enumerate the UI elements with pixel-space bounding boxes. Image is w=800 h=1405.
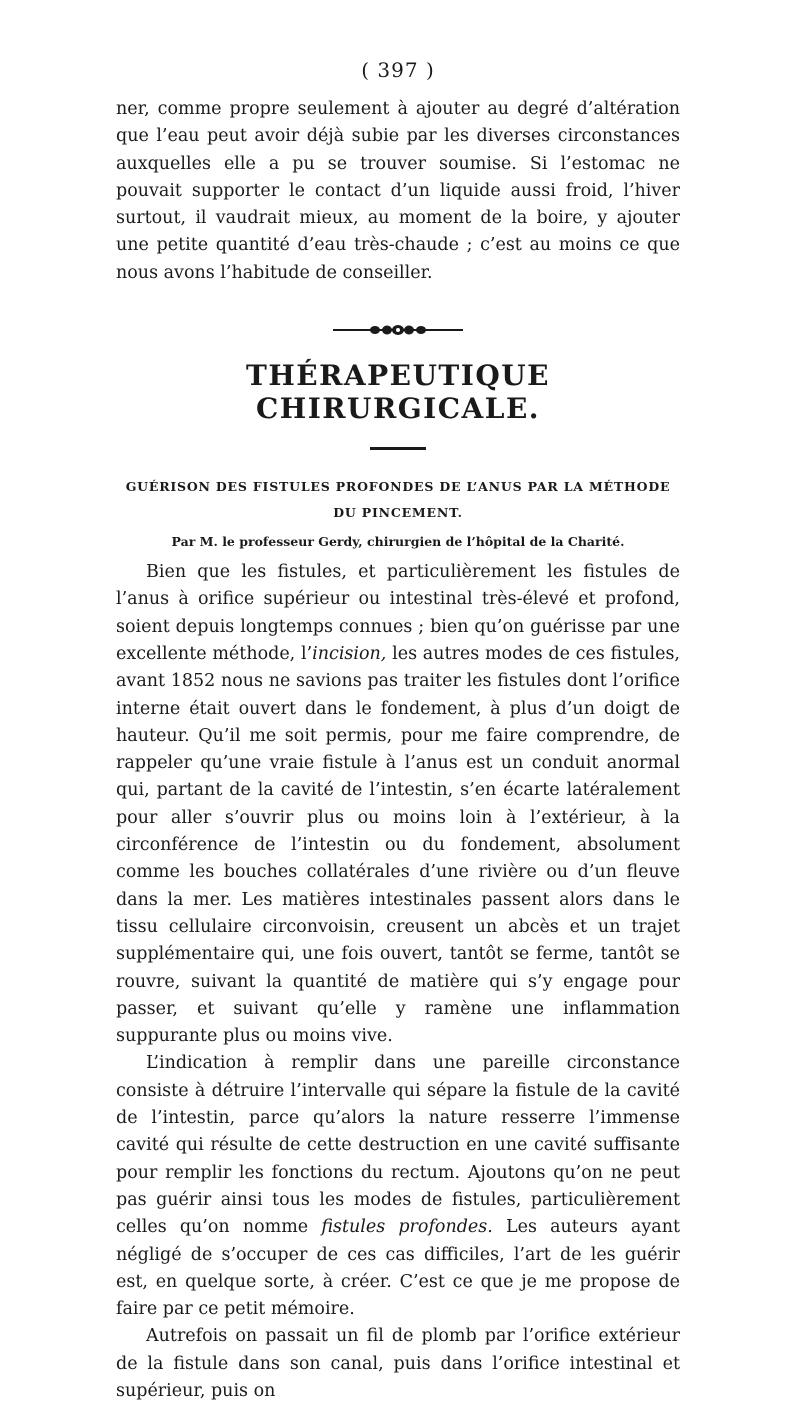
section-ornament <box>116 323 680 337</box>
paragraph-1-italic: incision, <box>312 643 387 664</box>
ornament-divider-icon <box>333 323 463 337</box>
article-title-line-2: DU PINCEMENT. <box>333 505 463 521</box>
article-paragraph-3: Autrefois on passait un fil de plomb par l’orifice extérieur de la fistule dans son canal, puis dans l’orifice intestinal et supérieur, puis on <box>116 1326 680 1401</box>
article-paragraph-2 <box>116 1050 680 1323</box>
book-page <box>116 58 680 1405</box>
paragraph-2-text-b: Les auteurs ayant négligé de s’occuper de ces cas difficiles, l’art de les guérir est, en quelque sorte, à créer. C’est ce que je me propose de faire par ce petit mémoire. <box>116 1217 680 1320</box>
article-byline: Par M. le professeur Gerdy, chirurgien de l’hôpital de la Charité. <box>171 534 625 550</box>
article-paragraph-1 <box>116 559 680 1050</box>
article-title <box>116 474 680 526</box>
page-number: ( 397 ) <box>361 58 435 82</box>
paragraph-2-text-a: L’indication à remplir dans une pareille circonstance consiste à détruire l’intervalle qui sépare la fistule de la cavité de l’intestin, parce qu’alors la nature resserre l’immense cavité qui résulte de cette destruction en une cavité suffisante pour remplir les fonctions du rectum. Ajoutons qu’on ne peut pas guérir ainsi tous les modes de fistules, particulièrement celles qu’on nomme <box>116 1053 680 1238</box>
paragraph-1-text-b: les autres modes de ces fistules, avant 1852 nous ne savions pas traiter les fistules dont l’orifice interne était ouvert dans le fondement, à plus d’un doigt de hauteur. Qu’il me soit permis, pour me faire comprendre, de rappeler qu’une vraie fistule à l’anus est un conduit anormal qui, partant de la cavité de l’intestin, s’en écarte latéralement pour aller s’ouvrir plus ou moins loin à l’extérieur, à la circonférence de l’intestin ou du fondement, absolument comme les bouches collatérales d’une rivière ou d’un fleuve dans la mer. Les matières intestinales passent alors dans le tissu cellulaire circonvoisin, creusent un abcès et un trajet supplémentaire qui, une fois ouvert, tantôt se ferme, tantôt se rouvre, suivant la quantité de matière qui s’y engage pour passer, et suivant qu’elle y ramène une inflammation suppurante plus ou moins vive. <box>116 643 680 1047</box>
article-title-line-1: GUÉRISON DES FISTULES PROFONDES DE L’ANUS PAR LA MÉTHODE <box>125 479 671 495</box>
paragraph-2-italic: fistules profondes. <box>321 1217 493 1238</box>
title-rule <box>370 447 426 450</box>
section-title: THÉRAPEUTIQUE CHIRURGICALE. <box>245 359 551 426</box>
intro-paragraph: ner, comme propre seulement à ajouter au degré d’altération que l’eau peut avoir déjà subie par les diverses circonstances auxquelles elle a pu se trouver soumise. Si l’estomac ne pouvait supporter le contact d’un liquide aussi froid, l’hiver surtout, il vaudrait mieux, au moment de la boire, y ajouter une petite quantité d’eau très-chaude ; c’est au moins ce que nous avons l’habitude de conseiller. <box>116 99 680 283</box>
paragraph-1-text-a: Bien que les fistules, et particulièrement les fistules de l’anus à orifice supérieur ou intestinal très-élevé et profond, soient depuis longtemps connues ; bien qu’on guérisse par une excellente méthode, l’ <box>116 562 680 664</box>
